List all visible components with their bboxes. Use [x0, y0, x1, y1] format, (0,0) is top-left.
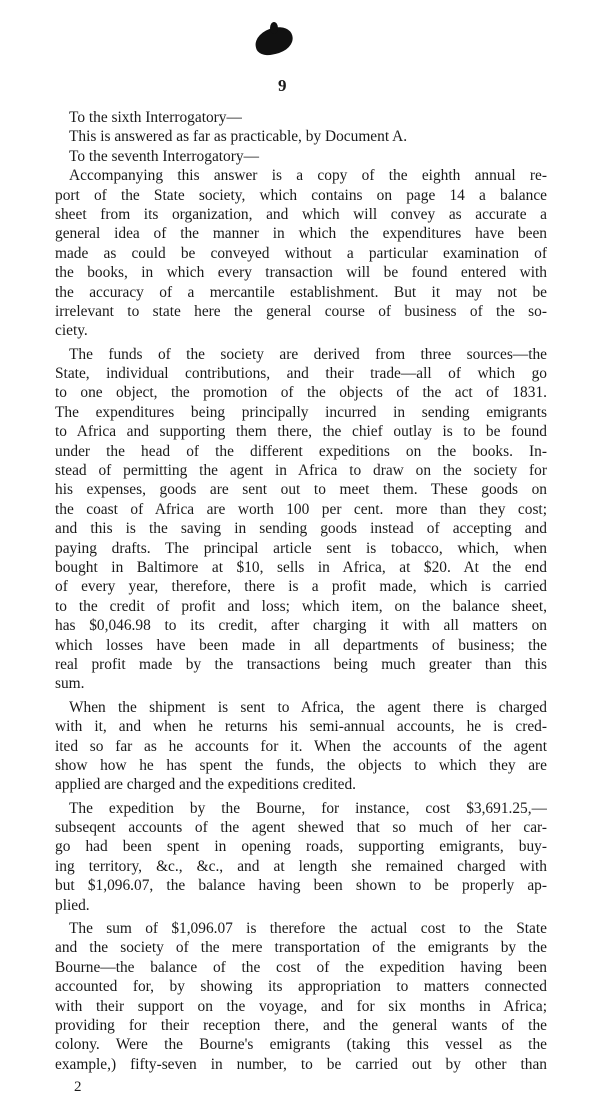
text-line: go had been spent in opening roads, supporting emigrants, buy-: [55, 838, 547, 856]
page-number: 9: [278, 76, 287, 95]
text-line: general idea of the manner in which the expenditures have been: [55, 225, 547, 243]
paragraph: [55, 919, 547, 1074]
text-line: ited so far as he accounts for it. When the accounts of the agent: [55, 737, 547, 755]
text-line: the coast of Africa are worth 100 per cent. more than they cost;: [55, 500, 547, 518]
text-line: ciety.: [55, 322, 88, 340]
text-line: Bourne—the balance of the cost of the expedition having been: [55, 958, 547, 976]
text-line: paying drafts. The principal article sent is tobacco, which, when: [55, 539, 547, 557]
text-line: but $1,096.07, the balance having been shown to be properly ap-: [55, 877, 547, 895]
text-line: has $0,046.98 to its credit, after charging it with all matters on: [55, 617, 547, 635]
text-line: under the head of the different expeditions on the books. In-: [55, 442, 547, 460]
text-line: stead of permitting the agent in Africa to draw on the society for: [55, 462, 547, 480]
text-line: accounted for, by showing its appropriation to matters connected: [55, 978, 547, 996]
document-body: [55, 108, 547, 1078]
text-line: When the shipment is sent to Africa, the agent there is charged: [69, 698, 547, 716]
text-line: subseqent accounts of the agent shewed that so much of her car-: [55, 819, 547, 837]
text-line: The sum of $1,096.07 is therefore the actual cost to the State: [69, 920, 547, 938]
text-line: irrelevant to state here the general course of business of the so-: [55, 302, 547, 320]
text-line: made as could be conveyed without a particular examination of: [55, 244, 547, 262]
paragraph: [55, 698, 547, 795]
paragraph: [55, 345, 547, 694]
text-line: ing territory, &c., &c., and at length she remained charged with: [55, 857, 547, 875]
ink-blot-drop: [270, 22, 278, 34]
text-line: sum.: [55, 675, 85, 693]
text-line: of every year, therefore, there is a profit made, which is carried: [55, 578, 547, 596]
text-line: To the sixth Interrogatory—: [69, 109, 242, 126]
text-line: and the society of the mere transportation of the emigrants by the: [55, 939, 547, 957]
text-line: show how he has spent the funds, the objects to which they are: [55, 756, 547, 774]
text-line: providing for their reception there, and the general wants of the: [55, 1016, 547, 1034]
text-line: plied.: [55, 896, 90, 914]
text-line: This is answered as far as practicable, by Document A.: [69, 128, 408, 146]
text-line: which losses have been made in all departments of business; the: [55, 636, 547, 654]
text-line: and this is the saving in sending goods instead of accepting and: [55, 520, 547, 538]
text-line: to one object, the promotion of the objects of the act of 1831.: [55, 384, 547, 402]
text-line: The expenditures being principally incurred in sending emigrants: [55, 403, 547, 421]
text-line: applied are charged and the expeditions credited.: [55, 776, 356, 794]
text-line: example,) fifty-seven in number, to be carried out by other than: [55, 1055, 547, 1073]
text-line: sheet from its organization, and which will convey as accurate a: [55, 205, 547, 223]
text-line: to Africa and supporting them there, the chief outlay is to be found: [55, 423, 547, 441]
text-line: To the seventh Interrogatory—: [69, 147, 259, 165]
text-line: with it, and when he returns his semi-annual accounts, he is cred-: [55, 718, 547, 736]
text-line: the accuracy of a mercantile establishment. But it may not be: [55, 283, 547, 301]
text-line: real profit made by the transactions being much greater than this: [55, 655, 547, 673]
text-line: colony. Were the Bourne's emigrants (taking this vessel as the: [55, 1036, 547, 1054]
text-line: The funds of the society are derived from three sources—the: [69, 345, 547, 363]
text-line: port of the State society, which contains on page 14 a balance: [55, 186, 547, 204]
text-line: State, individual contributions, and their trade—all of which go: [55, 365, 547, 383]
text-line: bought in Baltimore at $10, sells in Africa, at $20. At the end: [55, 558, 547, 576]
signature-mark: 2: [74, 1079, 82, 1095]
text-line: The expedition by the Bourne, for instance, cost $3,691.25,—: [69, 799, 547, 817]
text-line: to the credit of profit and loss; which item, on the balance sheet,: [55, 597, 547, 615]
text-line: with their support on the voyage, and for six months in Africa;: [55, 997, 547, 1015]
paragraph: [55, 108, 547, 341]
text-line: Accompanying this answer is a copy of the eighth annual re-: [69, 167, 547, 185]
text-line: his expenses, goods are sent out to meet them. These goods on: [55, 481, 547, 499]
paragraph: [55, 799, 547, 915]
text-line: the books, in which every transaction will be found entered with: [55, 264, 547, 282]
